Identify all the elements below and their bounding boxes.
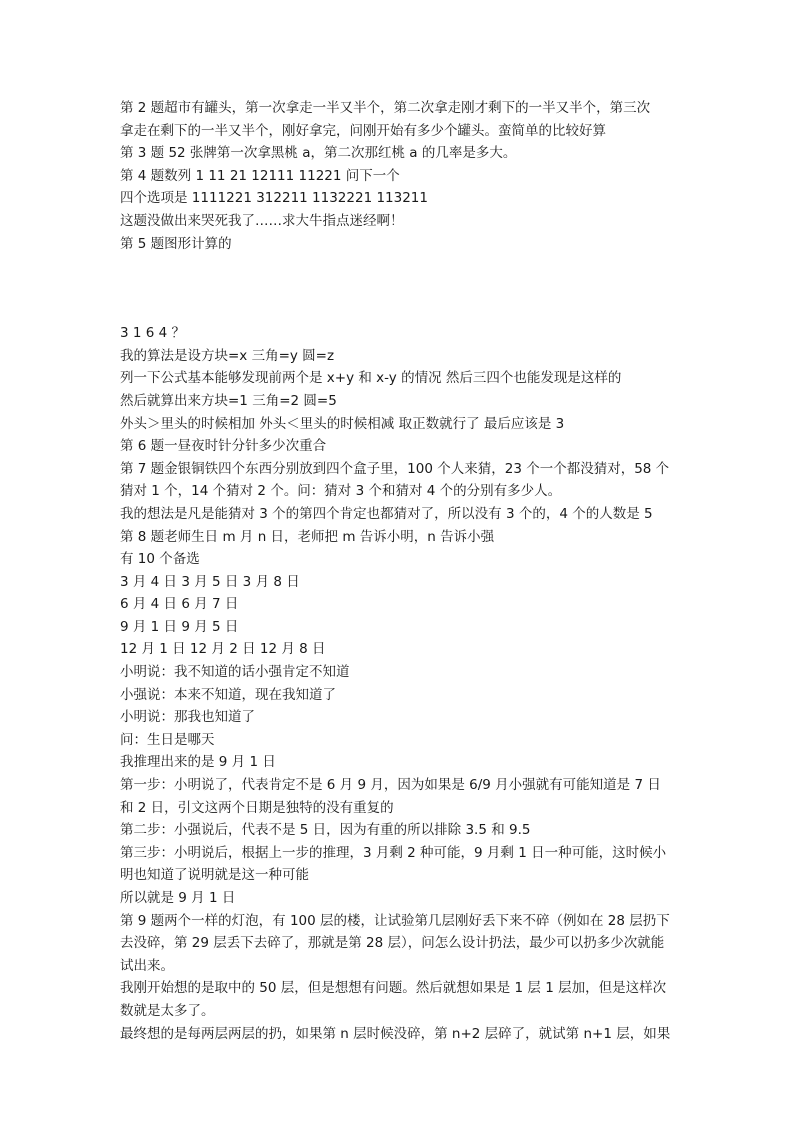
text-line: 第 2 题超市有罐头，第一次拿走一半又半个，第二次拿走刚才剩下的一半又半个，第三次 — [120, 100, 651, 116]
text-line: 问：生日是哪天 — [120, 731, 215, 748]
text-line: 这题没做出来哭死我了……求大牛指点迷经啊！ — [120, 212, 404, 229]
text-line: 猜对 1 个，14 个猜对 2 个。问：猜对 3 个和猜对 4 个的分别有多少人。 — [120, 483, 562, 500]
text-line: 第一步：小明说了，代表肯定不是 6 月 9 月，因为如果是 6/9 月小强就有可能知道是 7 日 — [120, 777, 661, 794]
paragraph-block-1 — [120, 97, 680, 255]
text-line: 第三步：小明说后，根据上一步的推理，3 月剩 2 种可能，9 月剩 1 日一种可能，这时候小 — [120, 844, 667, 861]
text-line: 拿走在剩下的一半又半个，刚好拿完，问刚开始有多少个罐头。蛮简单的比较好算 — [120, 122, 606, 139]
text-line: 最终想的是每两层两层的扔，如果第 n 层时候没碎，第 n+2 层碎了，就试第 n+1 层，如果 — [120, 1025, 671, 1042]
text-line: 外头＞里头的时候相加 外头＜里头的时候相减 取正数就行了 最后应该是 3 — [120, 415, 565, 432]
paragraph-block-2 — [120, 322, 680, 1045]
text-line: 有 10 个备选 — [120, 551, 200, 568]
document-body — [120, 97, 680, 1045]
text-line: 所以就是 9 月 1 日 — [120, 890, 236, 906]
figure-gap — [120, 255, 680, 322]
text-line: 第 4 题数列 1 11 21 12111 11221 问下一个 — [120, 167, 400, 184]
text-line: 明也知道了说明就是这一种可能 — [120, 867, 309, 884]
text-line: 去没碎，第 29 层丢下去碎了，那就是第 28 层），问怎么设计扔法，最少可以扔多少次就能 — [120, 935, 665, 952]
text-line: 四个选项是 1111221 312211 1132221 113211 — [120, 190, 428, 207]
text-line: 和 2 日，引文这两个日期是独特的没有重复的 — [120, 799, 394, 816]
text-line: 我的想法是凡是能猜对 3 个的第四个肯定也都猜对了，所以没有 3 个的，4 个的人数是 5 — [120, 505, 653, 522]
text-line: 第 9 题两个一样的灯泡，有 100 层的楼，让试验第几层刚好丢下来不碎（例如在 28 层扔下 — [120, 912, 670, 929]
text-line: 我刚开始想的是取中的 50 层，但是想想有问题。然后就想如果是 1 层 1 层加，但是这样次 — [120, 980, 667, 997]
text-line: 6 月 4 日 6 月 7 日 — [120, 596, 239, 613]
text-line: 我推理出来的是 9 月 1 日 — [120, 754, 276, 771]
text-line: 列一下公式基本能够发现前两个是 x+y 和 x-y 的情况 然后三四个也能发现是这样的 — [120, 370, 622, 387]
text-line: 第 3 题 52 张牌第一次拿黑桃 a，第二次那红桃 a 的几率是多大。 — [120, 145, 517, 162]
text-line: 第 7 题金银铜铁四个东西分别放到四个盒子里，100 个人来猜，23 个一个都没猜对，58 个 — [120, 460, 670, 477]
text-line: 9 月 1 日 9 月 5 日 — [120, 618, 239, 635]
text-line: 第 6 题一昼夜时针分针多少次重合 — [120, 438, 327, 455]
text-line: 12 月 1 日 12 月 2 日 12 月 8 日 — [120, 641, 326, 658]
text-line: 第 5 题图形计算的 — [120, 235, 232, 252]
text-line: 试出来。 — [120, 957, 174, 974]
text-line: 3 1 6 4 ？ — [120, 325, 186, 342]
text-line: 第二步：小强说后，代表不是 5 日，因为有重的所以排除 3.5 和 9.5 — [120, 822, 531, 839]
text-line: 第 8 题老师生日 m 月 n 日，老师把 m 告诉小明，n 告诉小强 — [120, 528, 495, 545]
text-line: 然后就算出来方块=1 三角=2 圆=5 — [120, 392, 337, 409]
text-line: 3 月 4 日 3 月 5 日 3 月 8 日 — [120, 573, 300, 590]
text-line: 小明说：那我也知道了 — [120, 709, 255, 726]
text-line: 我的算法是设方块=x 三角=y 圆=z — [120, 347, 335, 364]
text-line: 数就是太多了。 — [120, 1002, 215, 1019]
text-line: 小明说：我不知道的话小强肯定不知道 — [120, 664, 350, 681]
text-line: 小强说：本来不知道，现在我知道了 — [120, 686, 336, 703]
